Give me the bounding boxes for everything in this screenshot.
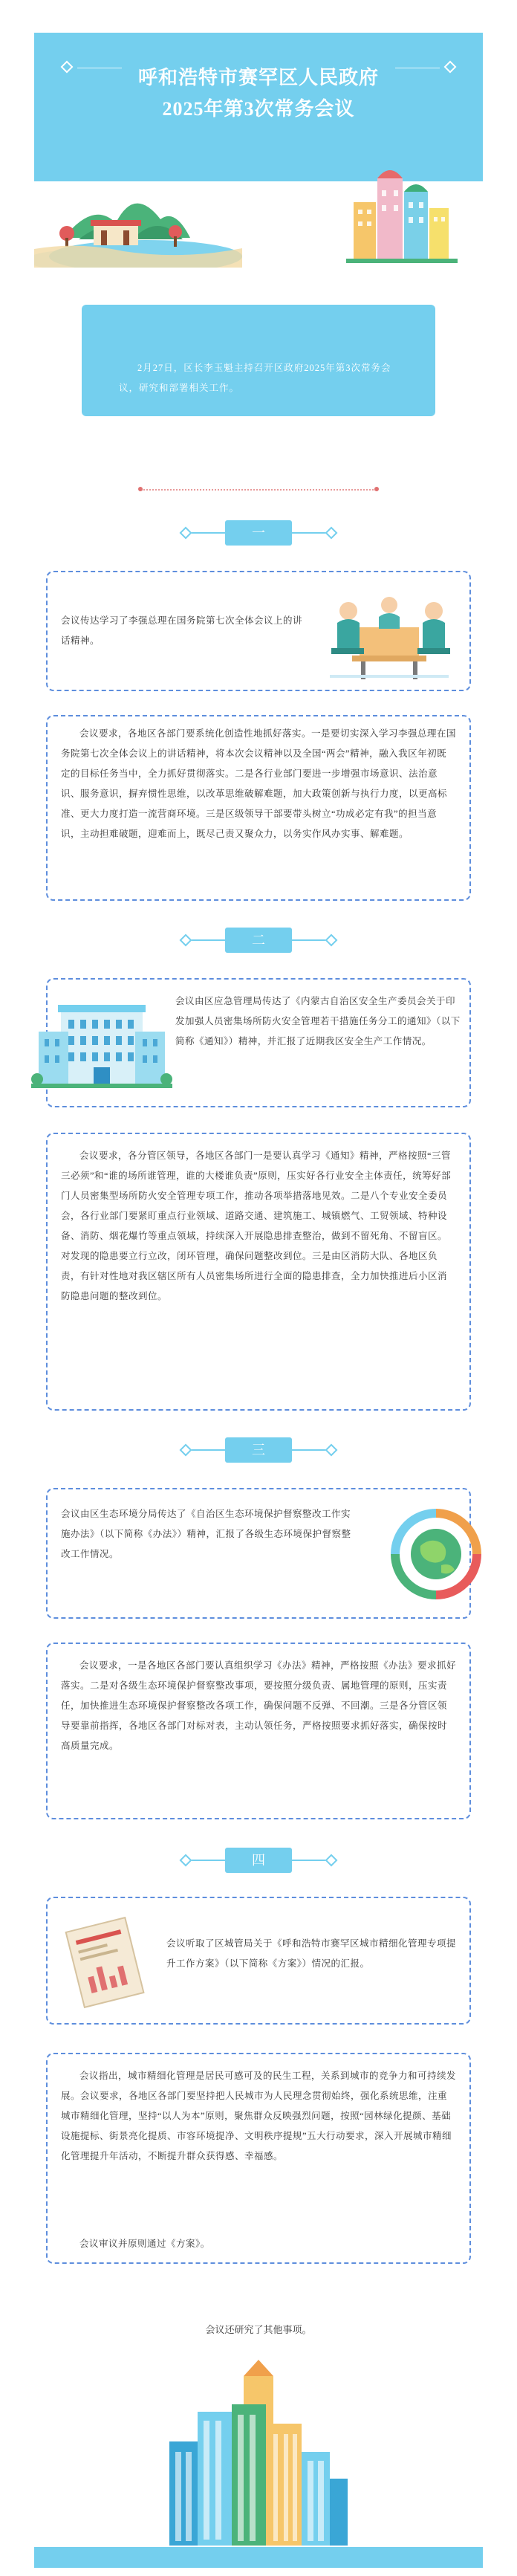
page-title: 呼和浩特市赛罕区人民政府 — [137, 67, 379, 88]
meeting-illustration-icon — [315, 583, 461, 682]
section-number: 一 — [225, 520, 292, 546]
section-summary: 会议传达学习了李强总理在国务院第七次全体会议上的讲话精神。 — [61, 615, 303, 646]
section-summary: 会议由区应急管理局传达了《内蒙古自治区安全生产委员会关于印发加强人员密集场所防火安全管理若干措施任务分工的通知》（以下简称《通知》）精神，并汇报了近期我区安全生产工作情况。 — [175, 996, 461, 1046]
section-detail: 会议要求，各地区各部门要系统化创造性地抓好落实。一是要切实深入学习李强总理在国务院第七次全体会议上的讲话精神，将本次会议精神以及全国“两会”精神，融入我区年初既定的目标任务当中，全力抓好贯彻落实。二是各行业部门要进一步增强市场意识、法治意识、服务意识，摒弃惯性思维，以改革思维破解难题，加大政策创新与执行力度，以更高标准、更大力度打造一流营商环境。三是区级领导干部要带头树立“功成必定有我”的担当意识，主动担难破题，迎难而上，既尽己责又聚众力，以务实作风办实事、解难题。 — [61, 728, 457, 839]
diamond-ornament-icon — [325, 1444, 338, 1457]
section-detail: 会议要求，各分管区领导，各地区各部门一是要认真学习《通知》精神，严格按照“三管三必须”和“谁的场所谁管理，谁的大楼谁负责”原则，压实好各行业安全主体责任，统筹好部门人员密集型场所防火安全管理专项工作，推动各项举措落地见效。二是八个专业安全委员会，各行业部门要紧盯重点行业领域、道路交通、建筑施工、城镇燃气、工贸领域、特种设备、消防、烟花爆竹等重点领域，持续深入开展隐患排查整治，做到不留死角、不留盲区。对发现的隐患要立行立改，闭环管理，确保问题整改到位。三是由区消防大队、各地区负责，有针对性地对我区辖区所有人员密集场所进行全面的隐患排查，全力加快推进后小区消防隐患问题的整改到位。 — [61, 1151, 452, 1301]
section-detail-card — [46, 1133, 471, 1411]
intro-card — [82, 305, 435, 416]
closing-text: 会议还研究了其他事项。 — [205, 2324, 312, 2335]
diamond-ornament-icon — [325, 934, 338, 947]
section-detail: 会议指出，城市精细化管理是居民可感可及的民生工程，关系到城市的竞争力和可持续发展。会议要求，各地区各部门要坚持把人民城市为人民理念贯彻始终，强化系统思维，注重城市精细化管理，坚持“以人为本”原则，聚焦群众反映强烈问题，按照“园林绿化提颜、基础设施提标、街景亮化提质、市容环境提净、文明秩序提规”五大行动要求，深入开展城市精细化管理提升年活动，不断提升群众获得感、幸福感。 — [61, 2071, 457, 2161]
intro-text: 2月27日，区长李玉魁主持召开区政府2025年第3次常务会议，研究和部署相关工作。 — [119, 363, 391, 393]
eco-recycle-globe-icon — [389, 1507, 483, 1601]
diamond-ornament-icon — [180, 527, 192, 540]
section-summary-card — [46, 978, 471, 1107]
dotted-divider — [141, 489, 376, 491]
section-summary-card — [46, 1488, 471, 1619]
footer-bar — [34, 2547, 483, 2568]
divider-dot-icon — [138, 487, 143, 491]
divider-dot-icon — [374, 487, 379, 491]
section-summary-card — [46, 571, 471, 691]
diamond-ornament-icon — [325, 1854, 338, 1867]
section-header — [184, 928, 333, 953]
page-subtitle: 2025年第3次常务会议 — [162, 98, 355, 120]
diamond-ornament-icon — [180, 1854, 192, 1867]
section-header — [184, 1437, 333, 1463]
section-number: 四 — [225, 1848, 292, 1873]
section-summary: 会议由区生态环境分局传达了《自治区生态环境保护督察整改工作实施办法》（以下简称《办法》）精神，汇报了各级生态环境保护督察整改工作情况。 — [61, 1509, 351, 1559]
city-buildings-illustration — [169, 2360, 348, 2549]
section-detail-card — [46, 715, 471, 901]
document-report-icon — [58, 1913, 155, 2011]
diamond-ornament-icon — [325, 527, 338, 540]
section-header — [184, 520, 333, 546]
section-detail: 会议要求，一是各地区各部门要认真组织学习《办法》精神，严格按照《办法》要求抓好落实。二是对各级生态环境保护督察整改事项，要按照分级负责、属地管理的原则，压实责任，加快推进生态环境保护督察整改各项工作，确保问题不反弹、不回潮。三是各分管区领导要靠前指挥，各地区各部门对标对表，主动认领任务，严格按照要求抓好落实，确保按时高质量完成。 — [61, 1660, 457, 1751]
section-extra: 会议审议并原则通过《方案》。 — [79, 2239, 210, 2249]
section-detail-card — [46, 1643, 471, 1819]
city-landscape-illustration — [34, 156, 483, 268]
section-header — [184, 1848, 333, 1873]
section-summary-card — [46, 1897, 471, 2025]
diamond-ornament-icon — [180, 934, 192, 947]
diamond-ornament-icon — [180, 1444, 192, 1457]
section-number: 三 — [225, 1437, 292, 1463]
section-detail-card — [46, 2053, 471, 2264]
section-number: 二 — [225, 928, 292, 953]
government-building-icon — [31, 994, 172, 1096]
section-summary: 会议听取了区城管局关于《呼和浩特市赛罕区城市精细化管理专项提升工作方案》（以下简称《方案》）情况的汇报。 — [166, 1938, 457, 1969]
